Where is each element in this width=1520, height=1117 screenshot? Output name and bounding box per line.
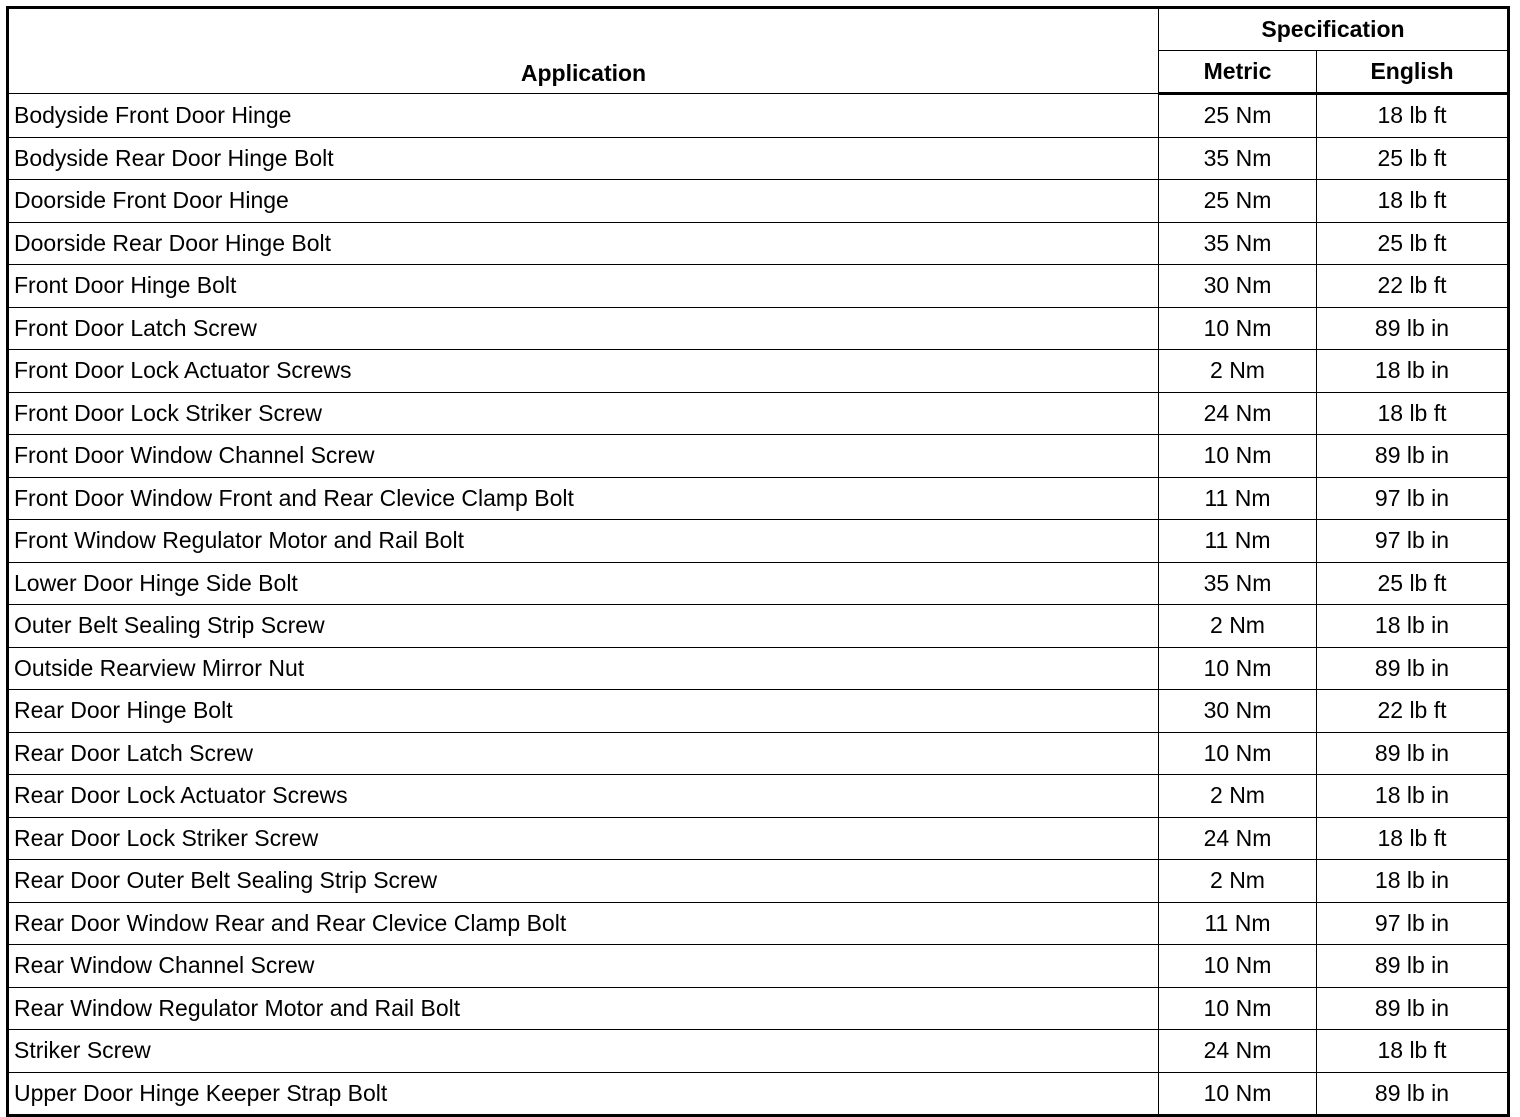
english-cell: 89 lb in bbox=[1317, 307, 1509, 350]
table-body bbox=[8, 94, 1509, 1116]
metric-cell: 30 Nm bbox=[1159, 265, 1317, 308]
english-cell: 89 lb in bbox=[1317, 1072, 1509, 1116]
application-cell: Front Door Lock Actuator Screws bbox=[8, 350, 1159, 393]
table-row bbox=[8, 222, 1509, 265]
metric-cell: 11 Nm bbox=[1159, 520, 1317, 563]
application-cell: Outside Rearview Mirror Nut bbox=[8, 647, 1159, 690]
table-row bbox=[8, 647, 1509, 690]
english-cell: 18 lb in bbox=[1317, 350, 1509, 393]
metric-cell: 10 Nm bbox=[1159, 987, 1317, 1030]
application-cell: Front Door Lock Striker Screw bbox=[8, 392, 1159, 435]
english-cell: 89 lb in bbox=[1317, 987, 1509, 1030]
application-cell: Rear Window Channel Screw bbox=[8, 945, 1159, 988]
application-cell: Bodyside Front Door Hinge bbox=[8, 94, 1159, 138]
table-row bbox=[8, 350, 1509, 393]
application-cell: Rear Door Outer Belt Sealing Strip Screw bbox=[8, 860, 1159, 903]
table-row bbox=[8, 1072, 1509, 1116]
metric-cell: 2 Nm bbox=[1159, 860, 1317, 903]
table-header bbox=[8, 8, 1509, 94]
metric-cell: 35 Nm bbox=[1159, 137, 1317, 180]
application-cell: Rear Door Window Rear and Rear Clevice Clamp Bolt bbox=[8, 902, 1159, 945]
english-cell: 22 lb ft bbox=[1317, 265, 1509, 308]
application-cell: Front Door Window Channel Screw bbox=[8, 435, 1159, 478]
application-cell: Striker Screw bbox=[8, 1030, 1159, 1073]
table-row bbox=[8, 562, 1509, 605]
table-row bbox=[8, 435, 1509, 478]
metric-cell: 24 Nm bbox=[1159, 392, 1317, 435]
table-row bbox=[8, 477, 1509, 520]
english-cell: 25 lb ft bbox=[1317, 137, 1509, 180]
application-cell: Bodyside Rear Door Hinge Bolt bbox=[8, 137, 1159, 180]
table-row bbox=[8, 392, 1509, 435]
metric-column-header: Metric bbox=[1159, 51, 1317, 94]
table-row bbox=[8, 265, 1509, 308]
metric-cell: 10 Nm bbox=[1159, 945, 1317, 988]
application-cell: Front Door Window Front and Rear Clevice Clamp Bolt bbox=[8, 477, 1159, 520]
metric-cell: 35 Nm bbox=[1159, 222, 1317, 265]
metric-cell: 24 Nm bbox=[1159, 817, 1317, 860]
table-row bbox=[8, 817, 1509, 860]
english-cell: 89 lb in bbox=[1317, 647, 1509, 690]
fastener-spec-table bbox=[6, 6, 1510, 1117]
table-row bbox=[8, 180, 1509, 223]
metric-cell: 30 Nm bbox=[1159, 690, 1317, 733]
english-cell: 22 lb ft bbox=[1317, 690, 1509, 733]
application-cell: Front Door Latch Screw bbox=[8, 307, 1159, 350]
metric-cell: 2 Nm bbox=[1159, 350, 1317, 393]
application-cell: Front Door Hinge Bolt bbox=[8, 265, 1159, 308]
metric-cell: 11 Nm bbox=[1159, 477, 1317, 520]
english-cell: 18 lb in bbox=[1317, 860, 1509, 903]
application-cell: Lower Door Hinge Side Bolt bbox=[8, 562, 1159, 605]
application-column-header: Application bbox=[8, 8, 1159, 94]
english-cell: 89 lb in bbox=[1317, 732, 1509, 775]
specification-column-header: Specification bbox=[1159, 8, 1509, 51]
table-row bbox=[8, 307, 1509, 350]
english-cell: 18 lb in bbox=[1317, 775, 1509, 818]
english-cell: 18 lb ft bbox=[1317, 392, 1509, 435]
application-cell: Outer Belt Sealing Strip Screw bbox=[8, 605, 1159, 648]
table-row bbox=[8, 1030, 1509, 1073]
english-column-header: English bbox=[1317, 51, 1509, 94]
application-cell: Upper Door Hinge Keeper Strap Bolt bbox=[8, 1072, 1159, 1116]
table-row bbox=[8, 732, 1509, 775]
table-row bbox=[8, 987, 1509, 1030]
table-row bbox=[8, 945, 1509, 988]
application-cell: Doorside Rear Door Hinge Bolt bbox=[8, 222, 1159, 265]
english-cell: 18 lb ft bbox=[1317, 94, 1509, 138]
english-cell: 97 lb in bbox=[1317, 477, 1509, 520]
table-row bbox=[8, 860, 1509, 903]
application-cell: Rear Window Regulator Motor and Rail Bolt bbox=[8, 987, 1159, 1030]
english-cell: 97 lb in bbox=[1317, 902, 1509, 945]
metric-cell: 10 Nm bbox=[1159, 1072, 1317, 1116]
table-row bbox=[8, 520, 1509, 563]
table-row bbox=[8, 605, 1509, 648]
application-cell: Doorside Front Door Hinge bbox=[8, 180, 1159, 223]
metric-cell: 10 Nm bbox=[1159, 307, 1317, 350]
metric-cell: 24 Nm bbox=[1159, 1030, 1317, 1073]
metric-cell: 2 Nm bbox=[1159, 775, 1317, 818]
english-cell: 25 lb ft bbox=[1317, 562, 1509, 605]
english-cell: 18 lb ft bbox=[1317, 1030, 1509, 1073]
application-cell: Rear Door Lock Actuator Screws bbox=[8, 775, 1159, 818]
table-row bbox=[8, 94, 1509, 138]
table-row bbox=[8, 775, 1509, 818]
metric-cell: 25 Nm bbox=[1159, 180, 1317, 223]
metric-cell: 10 Nm bbox=[1159, 435, 1317, 478]
application-cell: Rear Door Hinge Bolt bbox=[8, 690, 1159, 733]
english-cell: 97 lb in bbox=[1317, 520, 1509, 563]
header-row-top bbox=[8, 8, 1509, 51]
english-cell: 18 lb in bbox=[1317, 605, 1509, 648]
table-row bbox=[8, 902, 1509, 945]
metric-cell: 10 Nm bbox=[1159, 732, 1317, 775]
english-cell: 18 lb ft bbox=[1317, 817, 1509, 860]
english-cell: 18 lb ft bbox=[1317, 180, 1509, 223]
metric-cell: 10 Nm bbox=[1159, 647, 1317, 690]
table-row bbox=[8, 690, 1509, 733]
metric-cell: 25 Nm bbox=[1159, 94, 1317, 138]
application-cell: Front Window Regulator Motor and Rail Bolt bbox=[8, 520, 1159, 563]
metric-cell: 35 Nm bbox=[1159, 562, 1317, 605]
application-cell: Rear Door Lock Striker Screw bbox=[8, 817, 1159, 860]
english-cell: 89 lb in bbox=[1317, 945, 1509, 988]
application-cell: Rear Door Latch Screw bbox=[8, 732, 1159, 775]
english-cell: 25 lb ft bbox=[1317, 222, 1509, 265]
english-cell: 89 lb in bbox=[1317, 435, 1509, 478]
table-row bbox=[8, 137, 1509, 180]
metric-cell: 11 Nm bbox=[1159, 902, 1317, 945]
metric-cell: 2 Nm bbox=[1159, 605, 1317, 648]
